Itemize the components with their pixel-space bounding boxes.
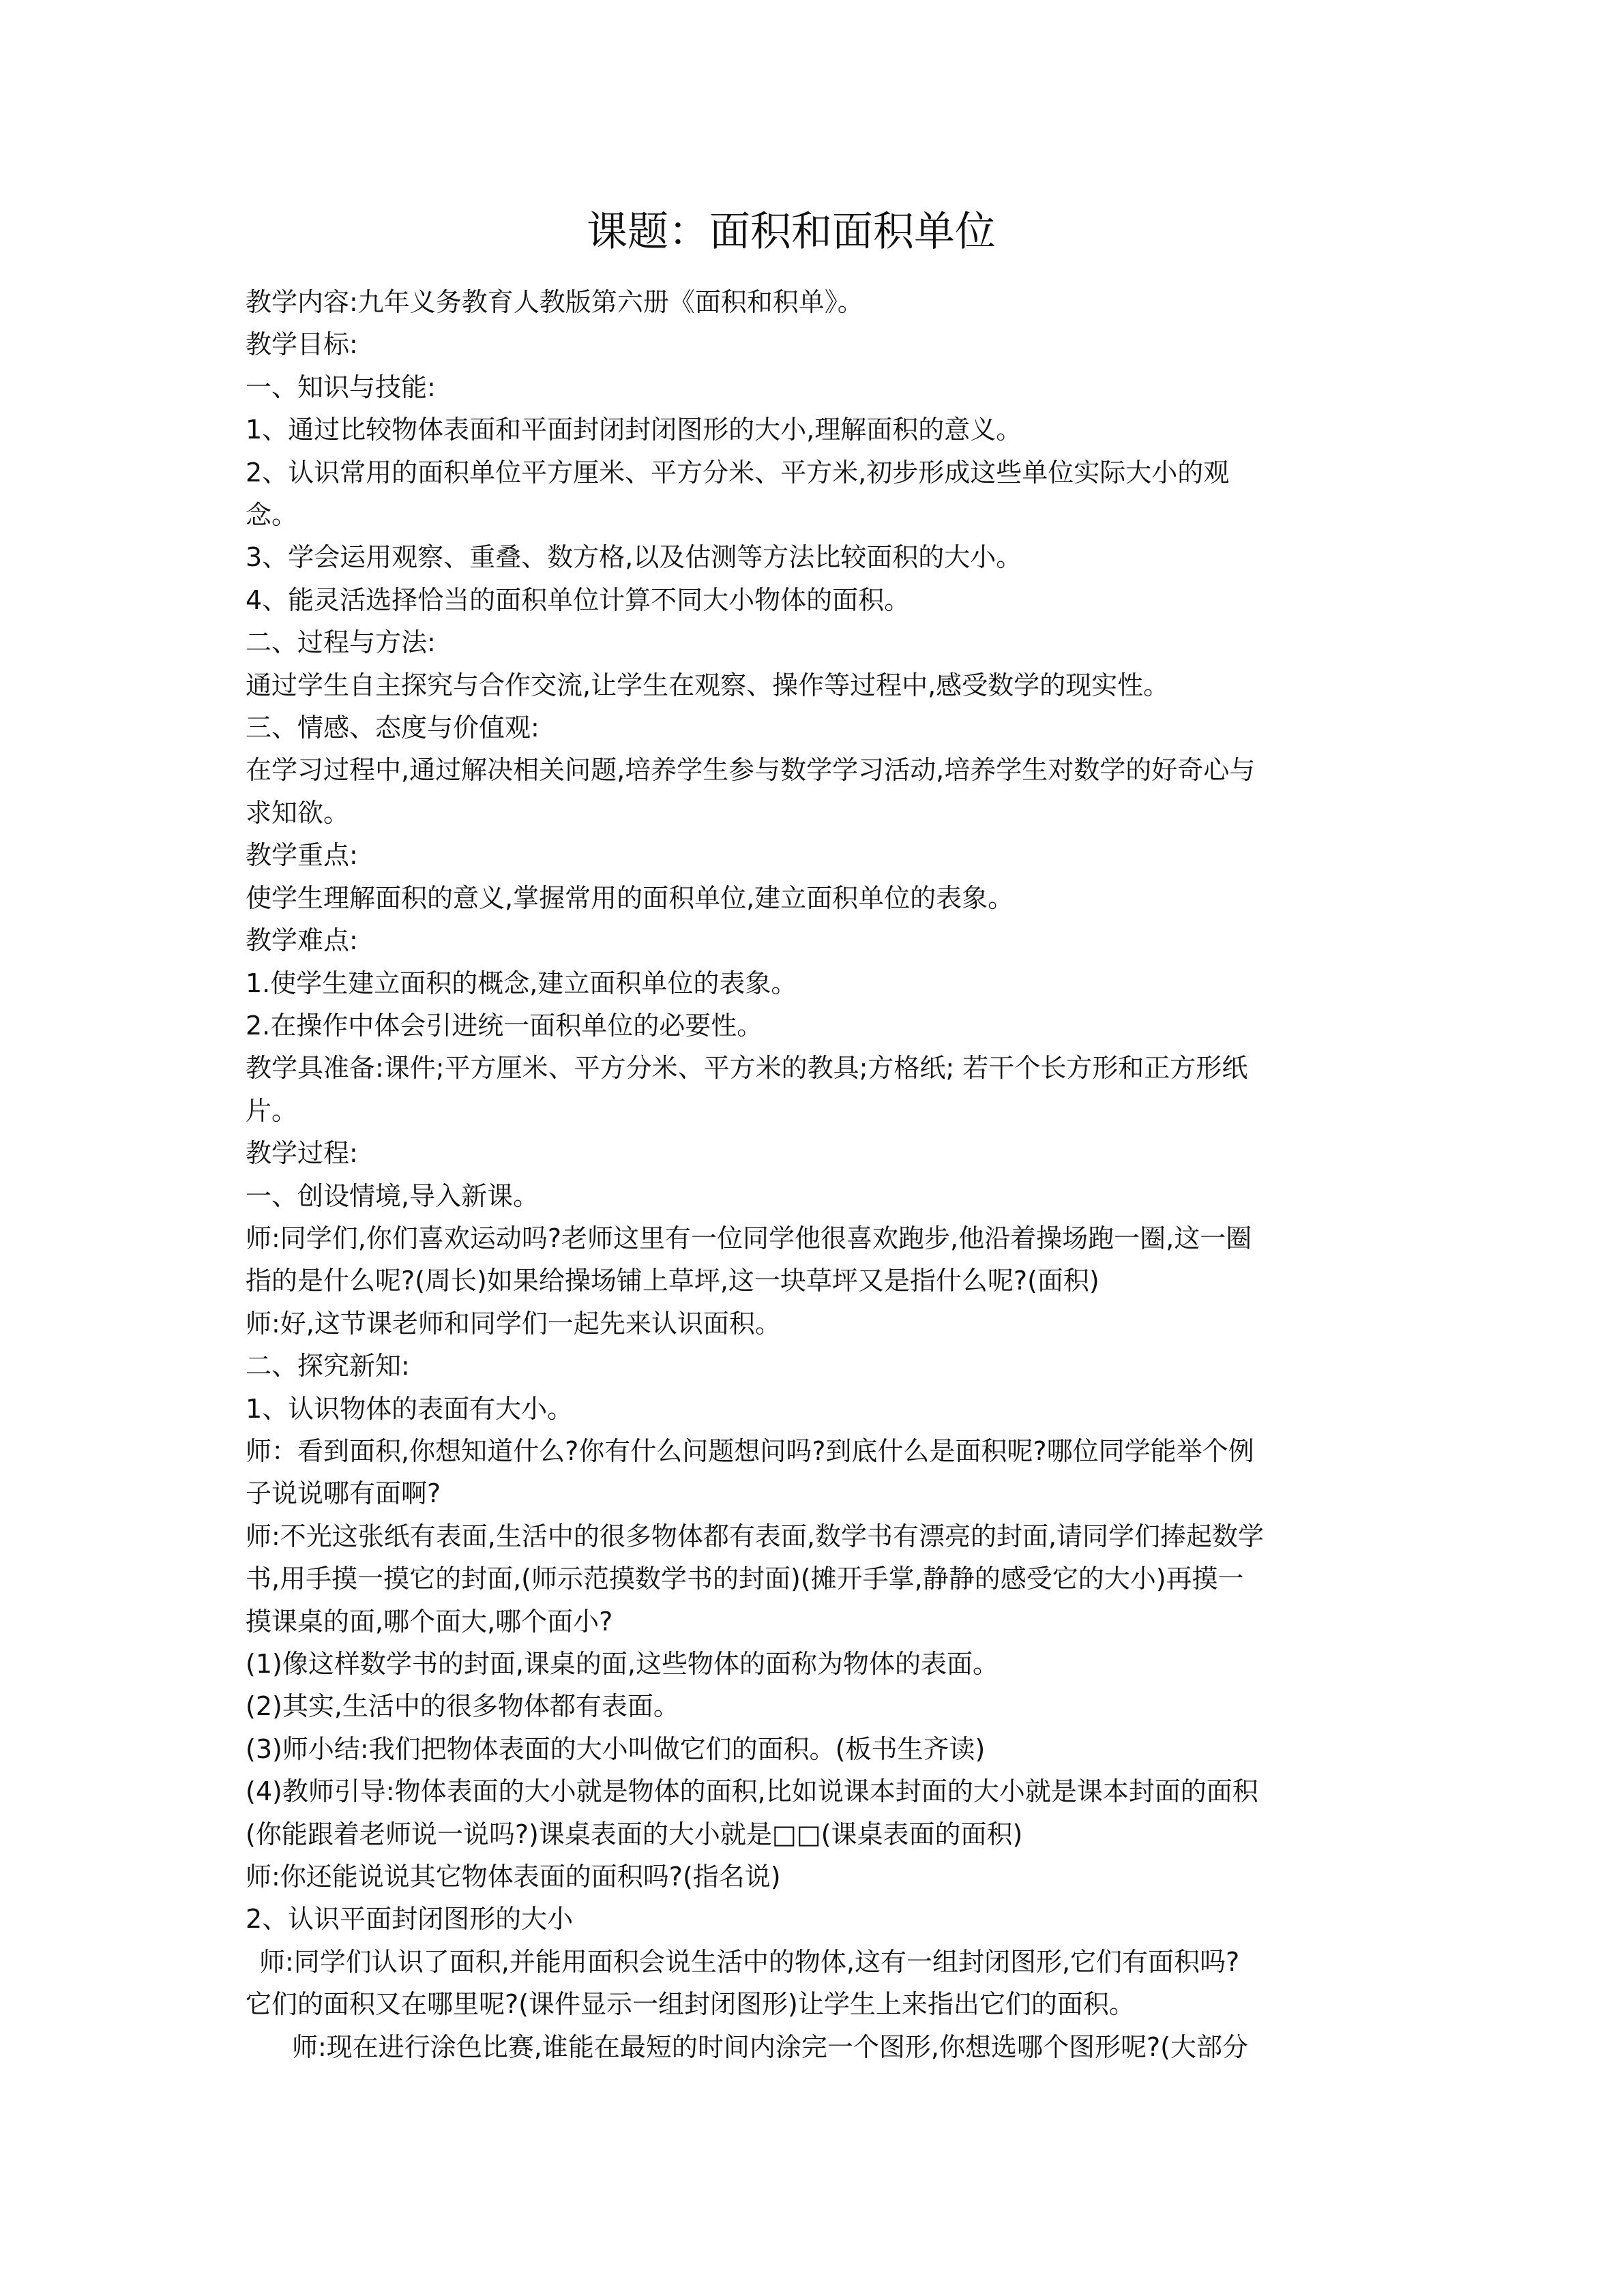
text-line: 4、能灵活选择恰当的面积单位计算不同大小物体的面积。 [246,584,911,615]
text-line: 2、认识常用的面积单位平方厘米、平方分米、平方米,初步形成这些单位实际大小的观 [246,457,1230,488]
text-line: 它们的面积又在哪里呢?(课件显示一组封闭图形)让学生上来指出它们的面积。 [246,1989,1135,2020]
text-line: 1、认识物体的表面有大小。 [246,1393,574,1424]
text-line: 二、探究新知: [246,1351,410,1382]
text-line: 师:同学们,你们喜欢运动吗?老师这里有一位同学他很喜欢跑步,他沿着操场跑一圈,这一圈 [246,1223,1252,1253]
text-line: 2、认识平面封闭图形的大小 [246,1904,574,1935]
text-line: 在学习过程中,通过解决相关问题,培养学生参与数学学习活动,培养学生对数学的好奇心与 [246,755,1256,786]
text-line: (1)像这样数学书的封面,课桌的面,这些物体的面称为物体的表面。 [246,1649,999,1679]
text-line: 片。 [246,1095,298,1126]
text-line: 使学生理解面积的意义,掌握常用的面积单位,建立面积单位的表象。 [246,882,1014,913]
text-line: 1.使学生建立面积的概念,建立面积单位的表象。 [246,968,797,998]
document-body [246,281,1385,2068]
text-line: 三、情感、态度与价值观: [246,713,540,743]
text-line: 一、创设情境,导入新课。 [246,1180,540,1211]
text-line: 3、学会运用观察、重叠、数方格,以及估测等方法比较面积的大小。 [246,542,1022,573]
text-line: 师：看到面积,你想知道什么?你有什么问题想问吗?到底什么是面积呢?哪位同学能举个例 [246,1435,1254,1466]
text-line: 摸课桌的面,哪个面大,哪个面小? [246,1606,613,1637]
text-line: (2)其实,生活中的很多物体都有表面。 [246,1691,679,1722]
text-line: (4)教师引导:物体表面的大小就是物体的面积,比如说课本封面的大小就是课本封面的面积 [246,1776,1258,1807]
text-line: 师:好,这节课老师和同学们一起先来认识面积。 [246,1308,781,1339]
document-title: 课题：面积和面积单位 [587,208,996,256]
text-line: 二、过程与方法: [246,627,436,658]
text-line: 师:不光这张纸有表面,生活中的很多物体都有表面,数学书有漂亮的封面,请同学们捧起数学 [246,1521,1265,1551]
text-line: 师:你还能说说其它物体表面的面积吗?(指名说) [246,1862,781,1892]
text-line: 1、通过比较物体表面和平面封闭封闭图形的大小,理解面积的意义。 [246,415,1022,445]
text-line: 求知欲。 [246,797,350,828]
text-line: 通过学生自主探究与合作交流,让学生在观察、操作等过程中,感受数学的现实性。 [246,670,1170,700]
text-line: 师:现在进行涂色比赛,谁能在最短的时间内涂完一个图形,你想选哪个图形呢?(大部分 [292,2031,1248,2062]
text-line: 书,用手摸一摸它的封面,(师示范摸数学书的封面)(摊开手掌,静静的感受它的大小)再摸一 [246,1564,1244,1594]
text-line: 一、知识与技能: [246,372,436,402]
text-line: 2.在操作中体会引进统一面积单位的必要性。 [246,1010,763,1041]
text-line: 子说说哪有面啊? [246,1478,441,1509]
text-line: (你能跟着老师说一说吗?)课桌表面的大小就是□□(课桌表面的面积) [246,1819,1023,1849]
text-line: 念。 [246,500,298,531]
text-line: 教学内容:九年义务教育人教版第六册《面积和积单》。 [246,287,863,317]
text-line: 教学过程: [246,1138,358,1169]
text-line: 教学目标: [246,329,358,360]
text-line: 教学具准备:课件;平方厘米、平方分米、平方米的教具;方格纸; 若干个长方形和正方形纸 [246,1053,1248,1084]
text-line: 教学难点: [246,925,358,956]
text-line: 师:同学们认识了面积,并能用面积会说生活中的物体,这有一组封闭图形,它们有面积吗? [259,1946,1240,1977]
text-line: 教学重点: [246,840,358,871]
text-line: (3)师小结:我们把物体表面的大小叫做它们的面积。(板书生齐读) [246,1733,986,1764]
text-line: 指的是什么呢?(周长)如果给操场铺上草坪,这一块草坪又是指什么呢?(面积) [246,1266,1099,1296]
